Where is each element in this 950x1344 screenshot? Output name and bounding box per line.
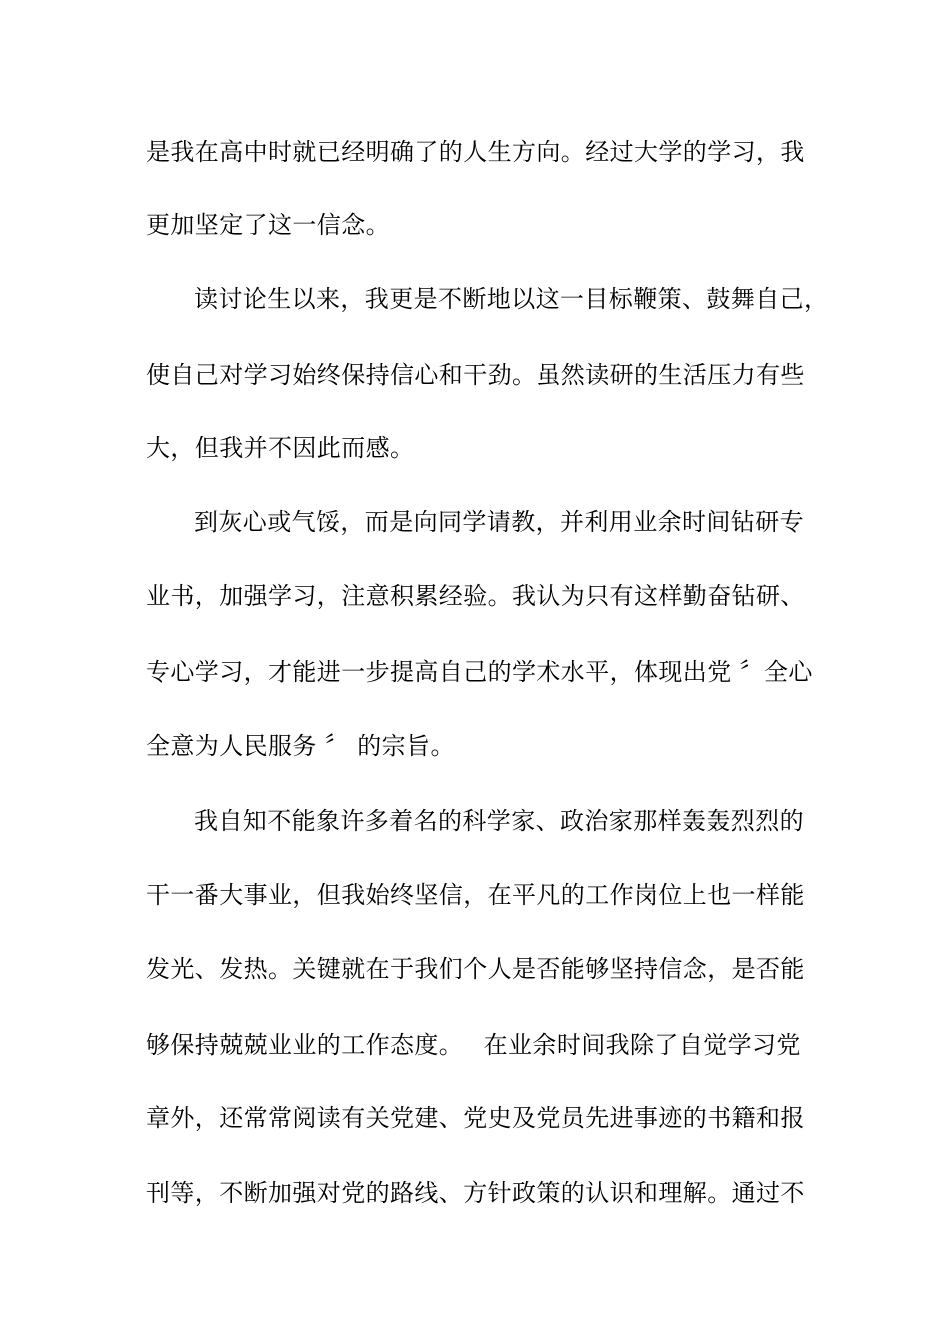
text-line-12: 发光、发热。关键就在于我们个人是否能够坚持信念，是否能 xyxy=(146,955,805,983)
text-line-9: 全意为人民服务 〞 的宗旨。 xyxy=(146,732,455,760)
text-line-11: 干一番大事业，但我始终坚信，在平凡的工作岗位上也一样能 xyxy=(146,881,805,909)
text-line-1: 是我在高中时就已经明确了的人生方向。经过大学的学习，我 xyxy=(146,138,805,166)
text-line-13: 够保持兢兢业业的工作态度。 在业余时间我除了自觉学习党 xyxy=(146,1031,801,1059)
text-line-7: 业书，加强学习，注意积累经验。我认为只有这样勤奋钻研、 xyxy=(146,582,805,610)
text-line-6: 到灰心或气馁，而是向同学请教，并利用业余时间钻研专 xyxy=(194,508,804,536)
text-line-14: 章外，还常常阅读有关党建、党史及党员先进事迹的书籍和报 xyxy=(146,1104,805,1132)
text-line-10: 我自知不能象许多着名的科学家、政治家那样轰轰烈烈的 xyxy=(194,807,804,835)
text-line-4: 使自己对学习始终保持信心和干劲。虽然读研的生活压力有些 xyxy=(146,361,805,389)
text-line-15: 刊等，不断加强对党的路线、方针政策的认识和理解。通过不 xyxy=(146,1179,805,1207)
text-line-8: 专心学习，才能进一步提高自己的学术水平，体现出党 〞全心 xyxy=(146,658,813,686)
text-line-2: 更加坚定了这一信念。 xyxy=(146,211,390,239)
text-line-3: 读讨论生以来，我更是不断地以这一目标鞭策、鼓舞自己， xyxy=(194,285,829,313)
text-line-5: 大，但我并不因此而感。 xyxy=(146,434,415,462)
